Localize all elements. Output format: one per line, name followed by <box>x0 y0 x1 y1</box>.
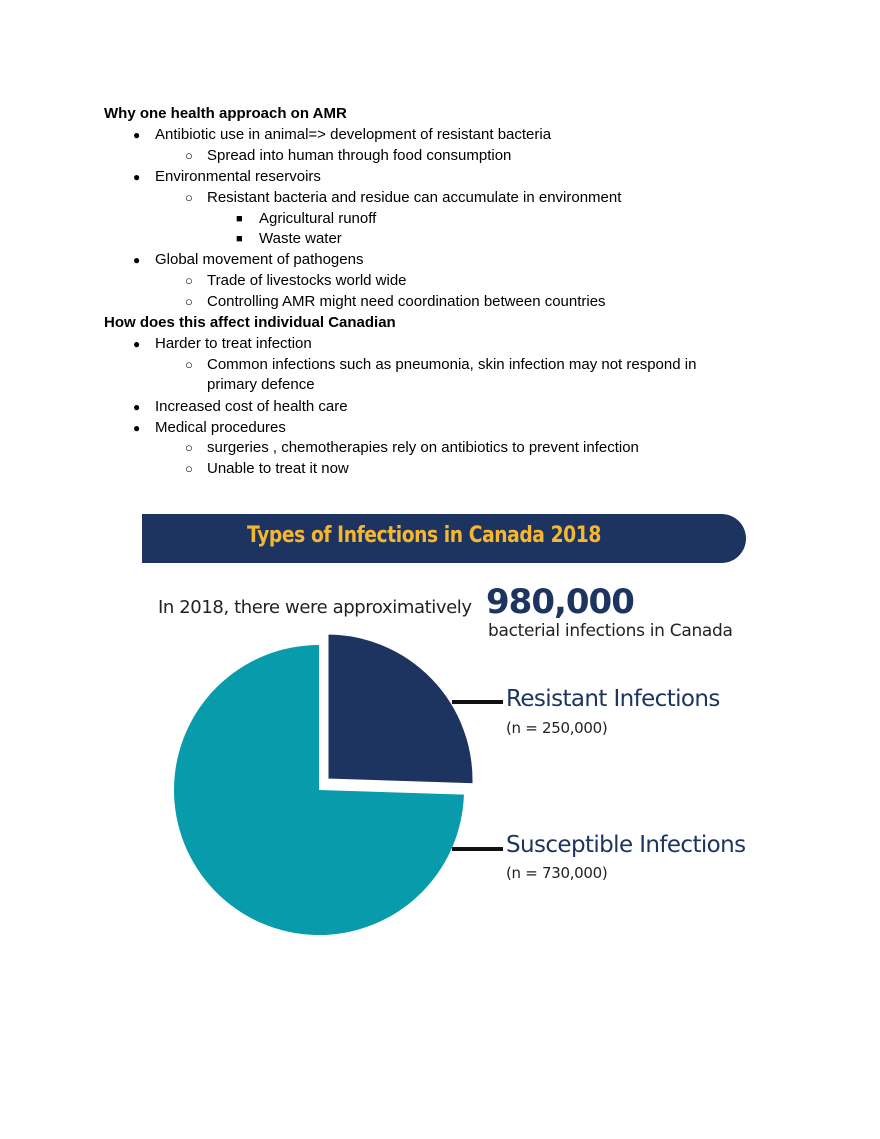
bullet-icon: ○ <box>185 189 193 205</box>
chart-title: Types of Infections in Canada 2018 <box>247 523 601 548</box>
legend-label-resistant: Resistant Infections <box>506 686 720 712</box>
list-item-text: Spread into human through food consumption <box>207 146 512 164</box>
bullet-icon: ● <box>133 169 141 184</box>
bullet-icon: ● <box>133 399 141 414</box>
list-item-text: Trade of livestocks world wide <box>207 272 407 290</box>
pie-slice-resistant <box>327 633 474 785</box>
section-heading: Why one health approach on AMR <box>104 105 347 122</box>
list-item-text: Antibiotic use in animal=> development of resistant bacteria <box>155 125 552 143</box>
list-item-text: surgeries , chemotherapies rely on antibiotics to prevent infection <box>207 439 639 457</box>
list-item-text: Common infections such as pneumonia, skin infection may not respond in primary defence <box>207 355 697 393</box>
list-item-text: Increased cost of health care <box>155 397 348 415</box>
total-count: 980,000 <box>486 582 634 622</box>
legend-n-susceptible: (n = 730,000) <box>506 864 608 882</box>
bullet-icon: ● <box>133 336 141 351</box>
bullet-icon: ○ <box>185 273 193 289</box>
bullet-icon: ○ <box>185 356 193 372</box>
bullet-icon: ■ <box>236 233 243 246</box>
bullet-icon: ○ <box>185 461 193 477</box>
bullet-icon: ○ <box>185 440 193 456</box>
list-item-text: Waste water <box>259 230 342 248</box>
list-item-text: Unable to treat it now <box>207 460 349 478</box>
legend-label-susceptible: Susceptible Infections <box>506 832 746 858</box>
bullet-icon: ■ <box>236 212 243 225</box>
intro-text: In 2018, there were approximatively <box>158 597 472 618</box>
list-item-text: Controlling AMR might need coordination between countries <box>207 293 606 311</box>
bullet-icon: ● <box>133 420 141 435</box>
list-item-text: Medical procedures <box>155 418 286 436</box>
legend-n-resistant: (n = 250,000) <box>506 719 608 737</box>
bullet-icon: ○ <box>185 147 193 163</box>
list-item-text: Harder to treat infection <box>155 334 312 352</box>
list-item-text: Environmental reservoirs <box>155 167 321 185</box>
list-item-text: Agricultural runoff <box>259 209 377 227</box>
bullet-icon: ● <box>133 127 141 142</box>
bullet-icon: ● <box>133 253 141 268</box>
list-item-text: Resistant bacteria and residue can accumulate in environment <box>207 188 622 206</box>
bullet-icon: ○ <box>185 294 193 310</box>
list-item-text: Global movement of pathogens <box>155 251 364 269</box>
total-caption: bacterial infections in Canada <box>488 621 733 641</box>
section-heading: How does this affect individual Canadian <box>104 314 396 331</box>
